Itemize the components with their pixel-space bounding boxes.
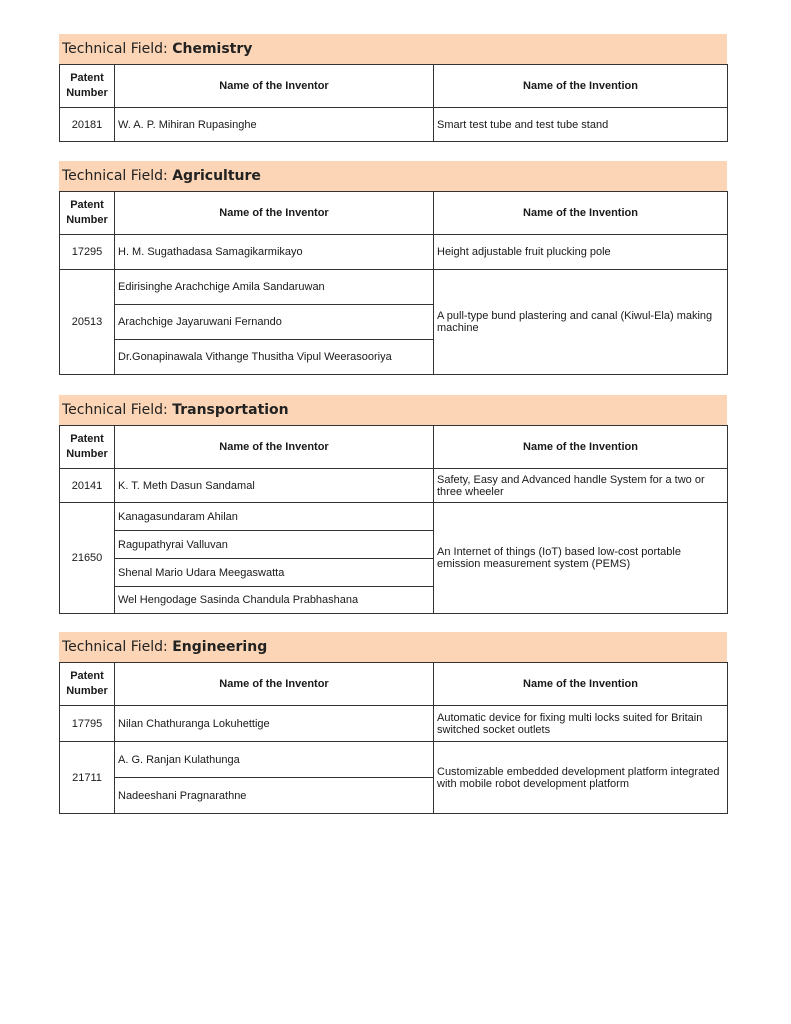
- field-name: Transportation: [172, 402, 289, 418]
- patent-number: 20181: [60, 108, 115, 142]
- col-header-patent-number: Patent Number: [60, 65, 115, 108]
- patent-table: [59, 662, 728, 814]
- section-transportation: [59, 395, 727, 614]
- patent-table: [59, 191, 728, 375]
- field-prefix: Technical Field:: [62, 639, 173, 655]
- field-header: [59, 395, 727, 425]
- inventor-name: Dr.Gonapinawala Vithange Thusitha Vipul Weerasooriya: [115, 340, 434, 375]
- inventor-name: H. M. Sugathadasa Samagikarmikayo: [115, 235, 434, 270]
- table-row: [60, 108, 728, 142]
- patent-number: 17295: [60, 235, 115, 270]
- col-header-invention: Name of the Invention: [434, 192, 728, 235]
- invention-name: Smart test tube and test tube stand: [434, 108, 728, 142]
- invention-name: Automatic device for fixing multi locks suited for Britain switched socket outlets: [434, 706, 728, 742]
- table-row: [60, 742, 728, 778]
- inventor-name: A. G. Ranjan Kulathunga: [115, 742, 434, 778]
- field-header: [59, 632, 727, 662]
- col-header-inventor: Name of the Inventor: [115, 663, 434, 706]
- table-row: [60, 469, 728, 503]
- patent-number: 21711: [60, 742, 115, 814]
- table-header-row: [60, 663, 728, 706]
- field-name: Engineering: [172, 639, 268, 655]
- inventor-name: Kanagasundaram Ahilan: [115, 503, 434, 531]
- patent-number: 20141: [60, 469, 115, 503]
- section-agriculture: [59, 161, 727, 375]
- table-row: [60, 706, 728, 742]
- col-header-inventor: Name of the Inventor: [115, 192, 434, 235]
- col-header-invention: Name of the Invention: [434, 65, 728, 108]
- patent-table: [59, 425, 728, 614]
- inventor-name: Arachchige Jayaruwani Fernando: [115, 305, 434, 340]
- field-header: [59, 161, 727, 191]
- inventor-name: Shenal Mario Udara Meegaswatta: [115, 559, 434, 587]
- invention-name: Safety, Easy and Advanced handle System for a two or three wheeler: [434, 469, 728, 503]
- col-header-patent-number: Patent Number: [60, 426, 115, 469]
- table-row: [60, 235, 728, 270]
- field-name: Agriculture: [172, 168, 261, 184]
- inventor-name: Wel Hengodage Sasinda Chandula Prabhashana: [115, 587, 434, 614]
- table-header-row: [60, 426, 728, 469]
- inventor-name: Nadeeshani Pragnarathne: [115, 778, 434, 814]
- patent-number: 17795: [60, 706, 115, 742]
- field-prefix: Technical Field:: [62, 168, 173, 184]
- col-header-patent-number: Patent Number: [60, 663, 115, 706]
- field-prefix: Technical Field:: [62, 41, 173, 57]
- inventor-name: Edirisinghe Arachchige Amila Sandaruwan: [115, 270, 434, 305]
- section-engineering: [59, 632, 727, 814]
- section-chemistry: [59, 34, 727, 142]
- col-header-invention: Name of the Invention: [434, 663, 728, 706]
- col-header-invention: Name of the Invention: [434, 426, 728, 469]
- col-header-inventor: Name of the Inventor: [115, 65, 434, 108]
- field-prefix: Technical Field:: [62, 402, 173, 418]
- patent-number: 20513: [60, 270, 115, 375]
- invention-name: Customizable embedded development platform integrated with mobile robot development platform: [434, 742, 728, 814]
- patent-table: [59, 64, 728, 142]
- invention-name: An Internet of things (IoT) based low-cost portable emission measurement system (PEMS): [434, 503, 728, 614]
- inventor-name: W. A. P. Mihiran Rupasinghe: [115, 108, 434, 142]
- invention-name: A pull-type bund plastering and canal (Kiwul-Ela) making machine: [434, 270, 728, 375]
- table-row: [60, 270, 728, 305]
- col-header-patent-number: Patent Number: [60, 192, 115, 235]
- patent-number: 21650: [60, 503, 115, 614]
- table-header-row: [60, 192, 728, 235]
- table-header-row: [60, 65, 728, 108]
- inventor-name: K. T. Meth Dasun Sandamal: [115, 469, 434, 503]
- col-header-inventor: Name of the Inventor: [115, 426, 434, 469]
- field-header: [59, 34, 727, 64]
- table-row: [60, 503, 728, 531]
- inventor-name: Ragupathyrai Valluvan: [115, 531, 434, 559]
- invention-name: Height adjustable fruit plucking pole: [434, 235, 728, 270]
- field-name: Chemistry: [172, 41, 253, 57]
- inventor-name: Nilan Chathuranga Lokuhettige: [115, 706, 434, 742]
